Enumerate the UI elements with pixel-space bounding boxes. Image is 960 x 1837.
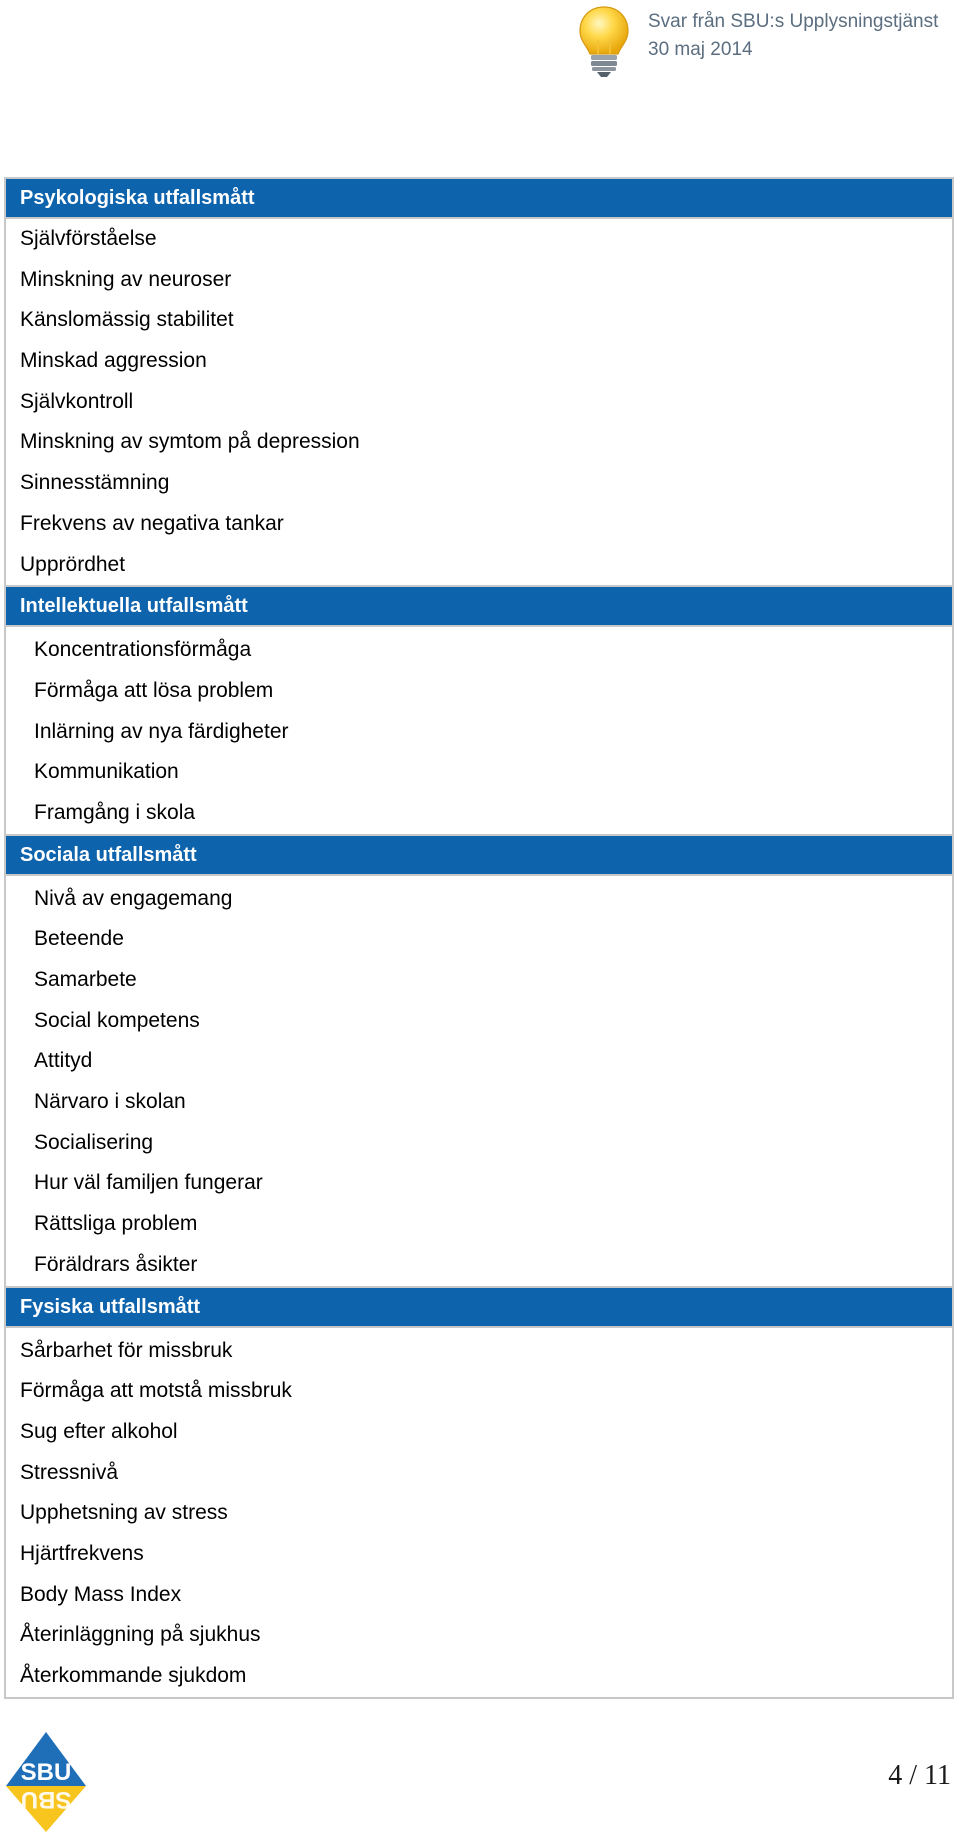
list-item: Minskad aggression xyxy=(20,349,207,373)
section-header-psychological: Psykologiska utfallsmått xyxy=(6,179,952,219)
list-item: Socialisering xyxy=(34,1130,154,1154)
list-item: Återinläggning på sjukhus xyxy=(20,1623,261,1647)
section-header-physical: Fysiska utfallsmått xyxy=(6,1288,952,1328)
header-date: 30 maj 2014 xyxy=(648,39,753,60)
list-item: Stressnivå xyxy=(20,1460,119,1484)
section-body-psychological xyxy=(6,219,952,587)
list-item: Hjärtfrekvens xyxy=(20,1541,144,1565)
list-item: Framgång i skola xyxy=(34,800,196,824)
logo-text-bottom: SBU xyxy=(20,1786,72,1813)
section-header-intellectual: Intellektuella utfallsmått xyxy=(6,587,952,627)
list-item: Attityd xyxy=(34,1049,93,1073)
list-item: Hur väl familjen fungerar xyxy=(34,1171,263,1195)
header-text xyxy=(648,8,938,64)
list-item: Upphetsning av stress xyxy=(20,1501,228,1525)
list-item: Upprördhet xyxy=(20,552,126,576)
section-header-social: Sociala utfallsmått xyxy=(6,836,952,876)
list-item: Sinnesstämning xyxy=(20,471,170,495)
list-item: Återkommande sjukdom xyxy=(20,1664,247,1687)
list-item: Kommunikation xyxy=(34,760,179,784)
list-item: Känslomässig stabilitet xyxy=(20,308,234,332)
list-item: Beteende xyxy=(34,927,124,951)
list-item: Självförståelse xyxy=(20,227,157,250)
section-body-physical xyxy=(6,1328,952,1697)
list-item: Frekvens av negativa tankar xyxy=(20,511,284,535)
list-item: Rättsliga problem xyxy=(34,1212,198,1236)
header-title: Svar från SBU:s Upplysningstjänst xyxy=(648,11,939,32)
list-item: Förmåga att lösa problem xyxy=(34,678,274,702)
list-item: Föräldrars åsikter xyxy=(34,1252,198,1276)
page-number: 4 / 11 xyxy=(888,1760,951,1791)
page-header xyxy=(0,0,960,90)
list-item: Sug efter alkohol xyxy=(20,1419,178,1443)
outcome-table xyxy=(4,177,954,1699)
list-item: Förmåga att motstå missbruk xyxy=(20,1379,292,1403)
logo-text-top: SBU xyxy=(20,1759,72,1786)
list-item: Sårbarhet för missbruk xyxy=(20,1338,233,1362)
list-item: Samarbete xyxy=(34,968,137,991)
list-item: Body Mass Index xyxy=(20,1582,182,1606)
section-body-social xyxy=(6,876,952,1288)
list-item: Koncentrationsförmåga xyxy=(34,638,252,662)
list-item: Självkontroll xyxy=(20,389,134,413)
sbu-logo-icon xyxy=(4,1730,88,1834)
list-item: Minskning av symtom på depression xyxy=(20,430,360,454)
list-item: Närvaro i skolan xyxy=(34,1090,186,1114)
list-item: Inlärning av nya färdigheter xyxy=(34,719,289,743)
lightbulb-icon xyxy=(576,4,632,78)
list-item: Nivå av engagemang xyxy=(34,886,233,910)
list-item: Minskning av neuroser xyxy=(20,267,232,291)
section-body-intellectual xyxy=(6,627,952,835)
list-item: Social kompetens xyxy=(34,1008,200,1032)
